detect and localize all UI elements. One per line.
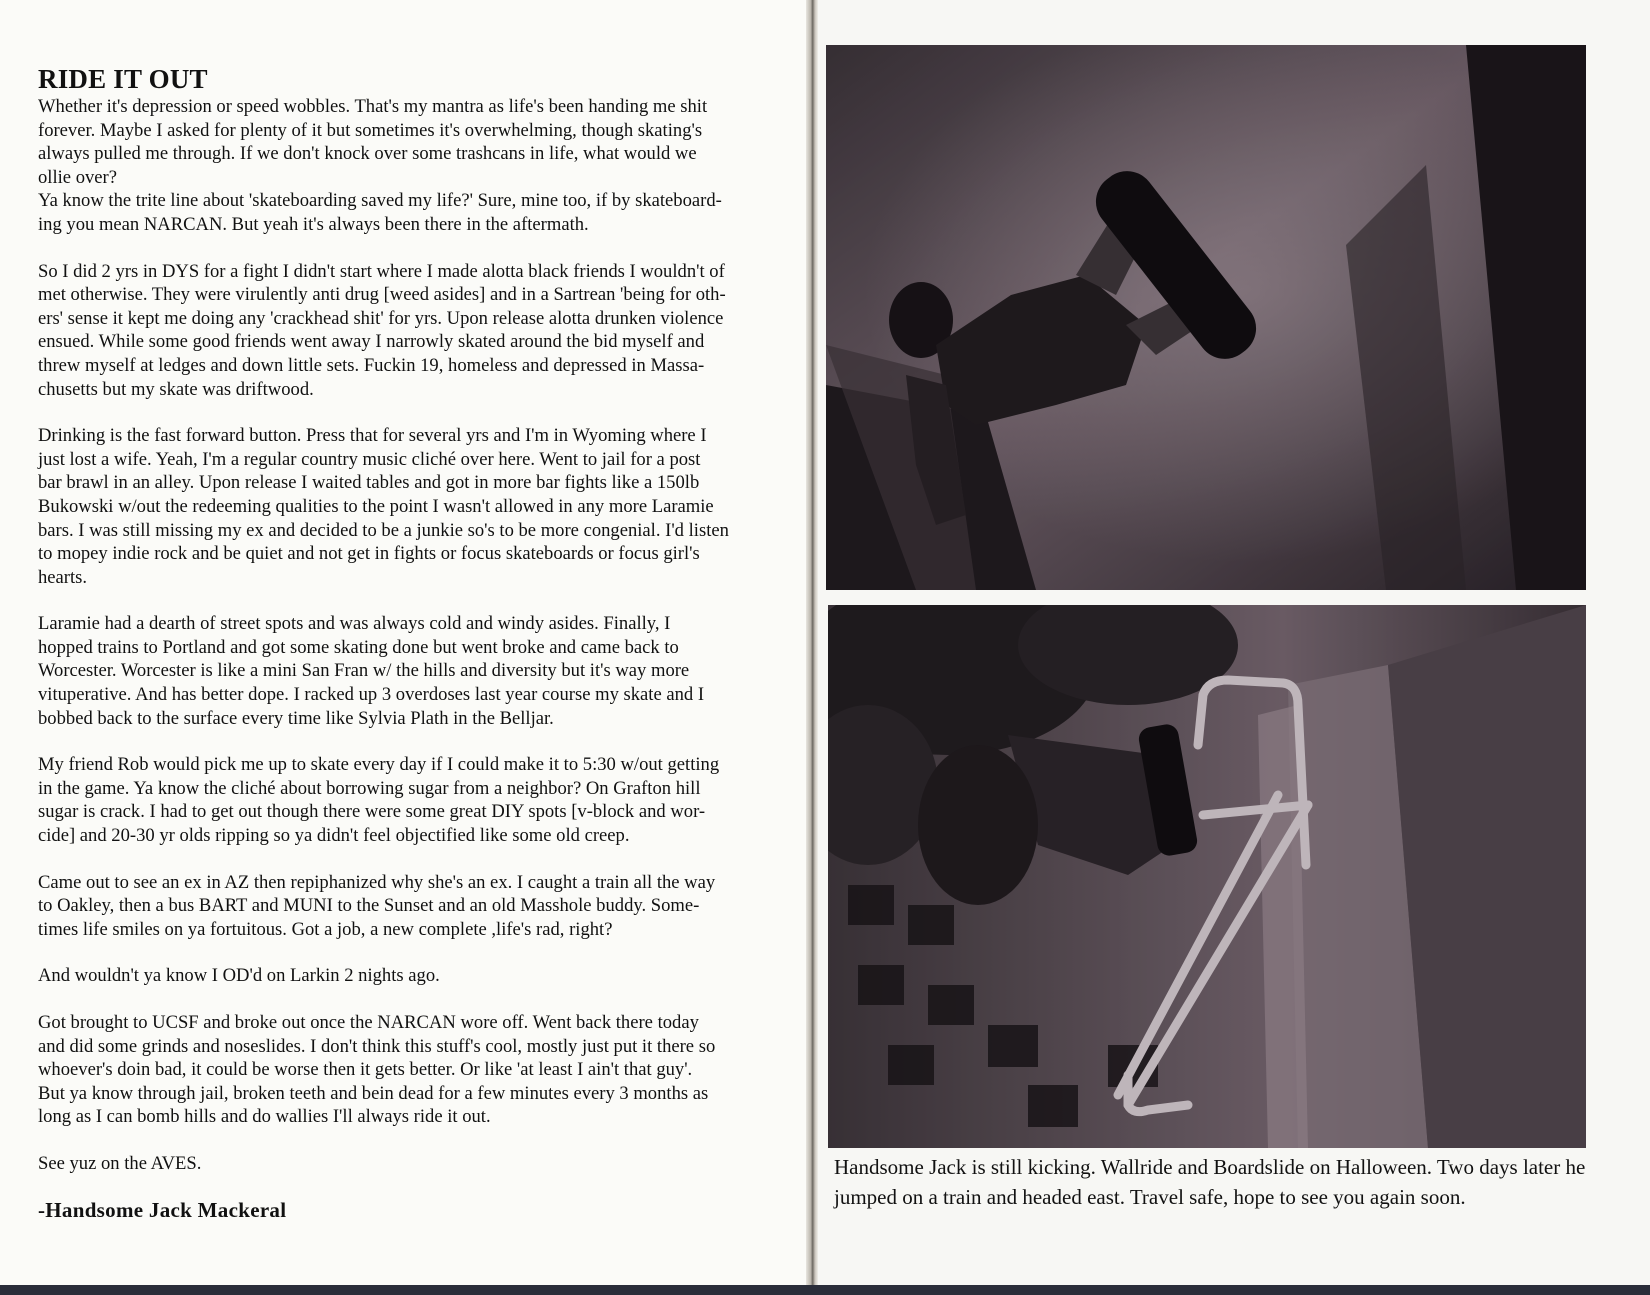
article-paragraph-2: Ya know the trite line about 'skateboarding saved my life?' Sure, mine too, if by skateboard- ing you mean NARCAN. But yeah it's always been there in the aftermath. [38, 190, 722, 235]
article-paragraph-5: Laramie had a dearth of street spots and was always cold and windy asides. Finally, I hopped trains to Portland and got some skating done but went broke and came back to Worcester. Worcester is like a mini San Fran w/ the hills and diversity but it's way more vituperative. And has better dope. I racked up 3 overdoses last year course my skate and I bobbed back to the surface every time like Sylvia Plath in the Belljar. [38, 613, 705, 729]
article-title: RIDE IT OUT [38, 64, 208, 94]
article-signoff: See yuz on the AVES. [38, 1152, 202, 1174]
article-paragraph-1: Whether it's depression or speed wobbles. That's my mantra as life's been handing me shit forever. Maybe I asked for plenty of it but sometimes it's overwhelming, though skating's always pulled me through. If we don't knock over some trashcans in life, what would we ollie over? [38, 96, 708, 188]
scan-edge [0, 1285, 1650, 1295]
article-paragraph-8: And wouldn't ya know I OD'd on Larkin 2 nights ago. [38, 965, 440, 987]
book-gutter [806, 0, 818, 1285]
article-paragraph-9: Got brought to UCSF and broke out once the NARCAN wore off. Went back there today and did some grinds and noseslides. I don't think this stuff's cool, mostly just put it there so whoever's doin bad, it could be worse then it gets better. Or like 'at least I ain't that guy'. But ya know through jail, broken teeth and bein dead for a few minutes every 3 months as long as I can bomb hills and do wallies I'll always ride it out. [38, 1012, 716, 1128]
article-paragraph-3: So I did 2 yrs in DYS for a fight I didn't start where I made alotta black friends I wouldn't of met otherwise. They were virulently anti drug [weed asides] and in a Sartrean 'being for oth- ers' sense it kept me doing any 'crackhead shit' for yrs. Upon release alotta drunken violence ensued. While some good friends went away I narrowly skated around the bid myself and threw myself at ledges and down little sets. Fuckin 19, homeless and depressed in Massa- chusetts but my skate was driftwood. [38, 260, 726, 400]
article-paragraph-4: Drinking is the fast forward button. Press that for several yrs and I'm in Wyoming where I just lost a wife. Yeah, I'm a regular country music cliché over here. Went to jail for a post bar brawl in an alley. Upon release I waited tables and got in more bar fights like a 150lb Bukowski w/out the redeeming qualities to the point I wasn't allowed in any more Laramie bars. I was still missing my ex and decided to be a junkie so's to be more congenial. I'd listen to mopey indie rock and be quiet and not get in fights or focus skateboards or focus girl's hearts. [38, 425, 729, 588]
left-page [0, 0, 808, 1285]
wallride-photo [826, 45, 1586, 590]
article-paragraph-6: My friend Rob would pick me up to skate every day if I could make it to 5:30 w/out getting in the game. Ya know the cliché about borrowing sugar from a neighbor? On Grafton hill sugar is crack. I had to get out though there were some great DIY spots [v-block and wor- cide] and 20-30 yr olds ripping so ya didn't feel objectified like some old creep. [38, 754, 720, 847]
article-signature: -Handsome Jack Mackeral [38, 1197, 287, 1222]
article-paragraph-7: Came out to see an ex in AZ then repiphanized why she's an ex. I caught a train all the way to Oakley, then a bus BART and MUNI to the Sunset and an old Masshole buddy. Some- times life smiles on ya fortuitous. Got a job, a new complete ,life's rad, right? [38, 871, 716, 940]
photo-caption: Handsome Jack is still kicking. Wallride and Boardslide on Halloween. Two days later he jumped on a train and headed east. Travel safe, hope to see you again soon. [834, 1155, 1586, 1209]
article [38, 64, 798, 1222]
boardslide-photo [828, 605, 1586, 1148]
